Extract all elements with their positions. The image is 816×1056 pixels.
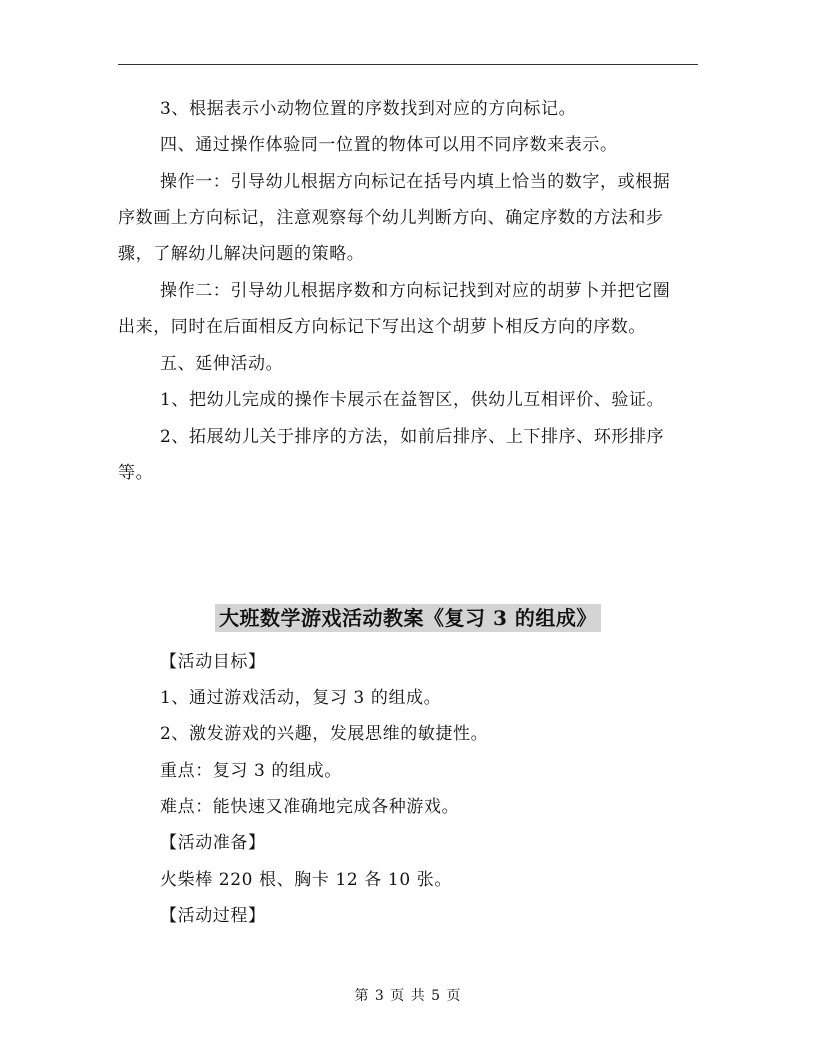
page-number: 第 3 页 共 5 页 <box>354 988 462 1004</box>
text-line: 火柴棒 220 根、胸卡 12 各 10 张。 <box>160 870 452 890</box>
text-line: 难点：能快速又准确地完成各种游戏。 <box>160 797 460 817</box>
text-line: 2、激发游戏的兴趣，发展思维的敏捷性。 <box>160 724 489 744</box>
text-line: 操作一：引导幼儿根据方向标记在括号内填上恰当的数字，或根据 <box>160 172 671 192</box>
text-line: 【活动过程】 <box>160 906 266 926</box>
text-line: 1、通过游戏活动，复习 3 的组成。 <box>160 688 442 708</box>
text-line: 操作二：引导幼儿根据序数和方向标记找到对应的胡萝卜并把它圈 <box>160 281 671 301</box>
text-line: 重点：复习 3 的组成。 <box>160 761 342 781</box>
text-line: 五、延伸活动。 <box>160 354 284 374</box>
text-line: 【活动目标】 <box>160 652 266 672</box>
text-line: 等。 <box>118 463 154 483</box>
text-line: 1、把幼儿完成的操作卡展示在益智区，供幼儿互相评价、验证。 <box>160 390 665 410</box>
text-line: 骤，了解幼儿解决问题的策略。 <box>118 244 365 264</box>
text-line: 出来，同时在后面相反方向标记下写出这个胡萝卜相反方向的序数。 <box>118 317 646 337</box>
text-line: 四、通过操作体验同一位置的物体可以用不同序数来表示。 <box>160 135 618 155</box>
text-line: 3、根据表示小动物位置的序数找到对应的方向标记。 <box>160 99 577 119</box>
text-line: 2、拓展幼儿关于排序的方法，如前后排序、上下排序、环形排序 <box>160 427 665 447</box>
header-rule <box>118 64 698 65</box>
text-line: 序数画上方向标记，注意观察每个幼儿判断方向、确定序数的方法和步 <box>118 208 664 228</box>
text-line: 【活动准备】 <box>160 833 266 853</box>
lesson-title: 大班数学游戏活动教案《复习 3 的组成》 <box>215 604 601 632</box>
